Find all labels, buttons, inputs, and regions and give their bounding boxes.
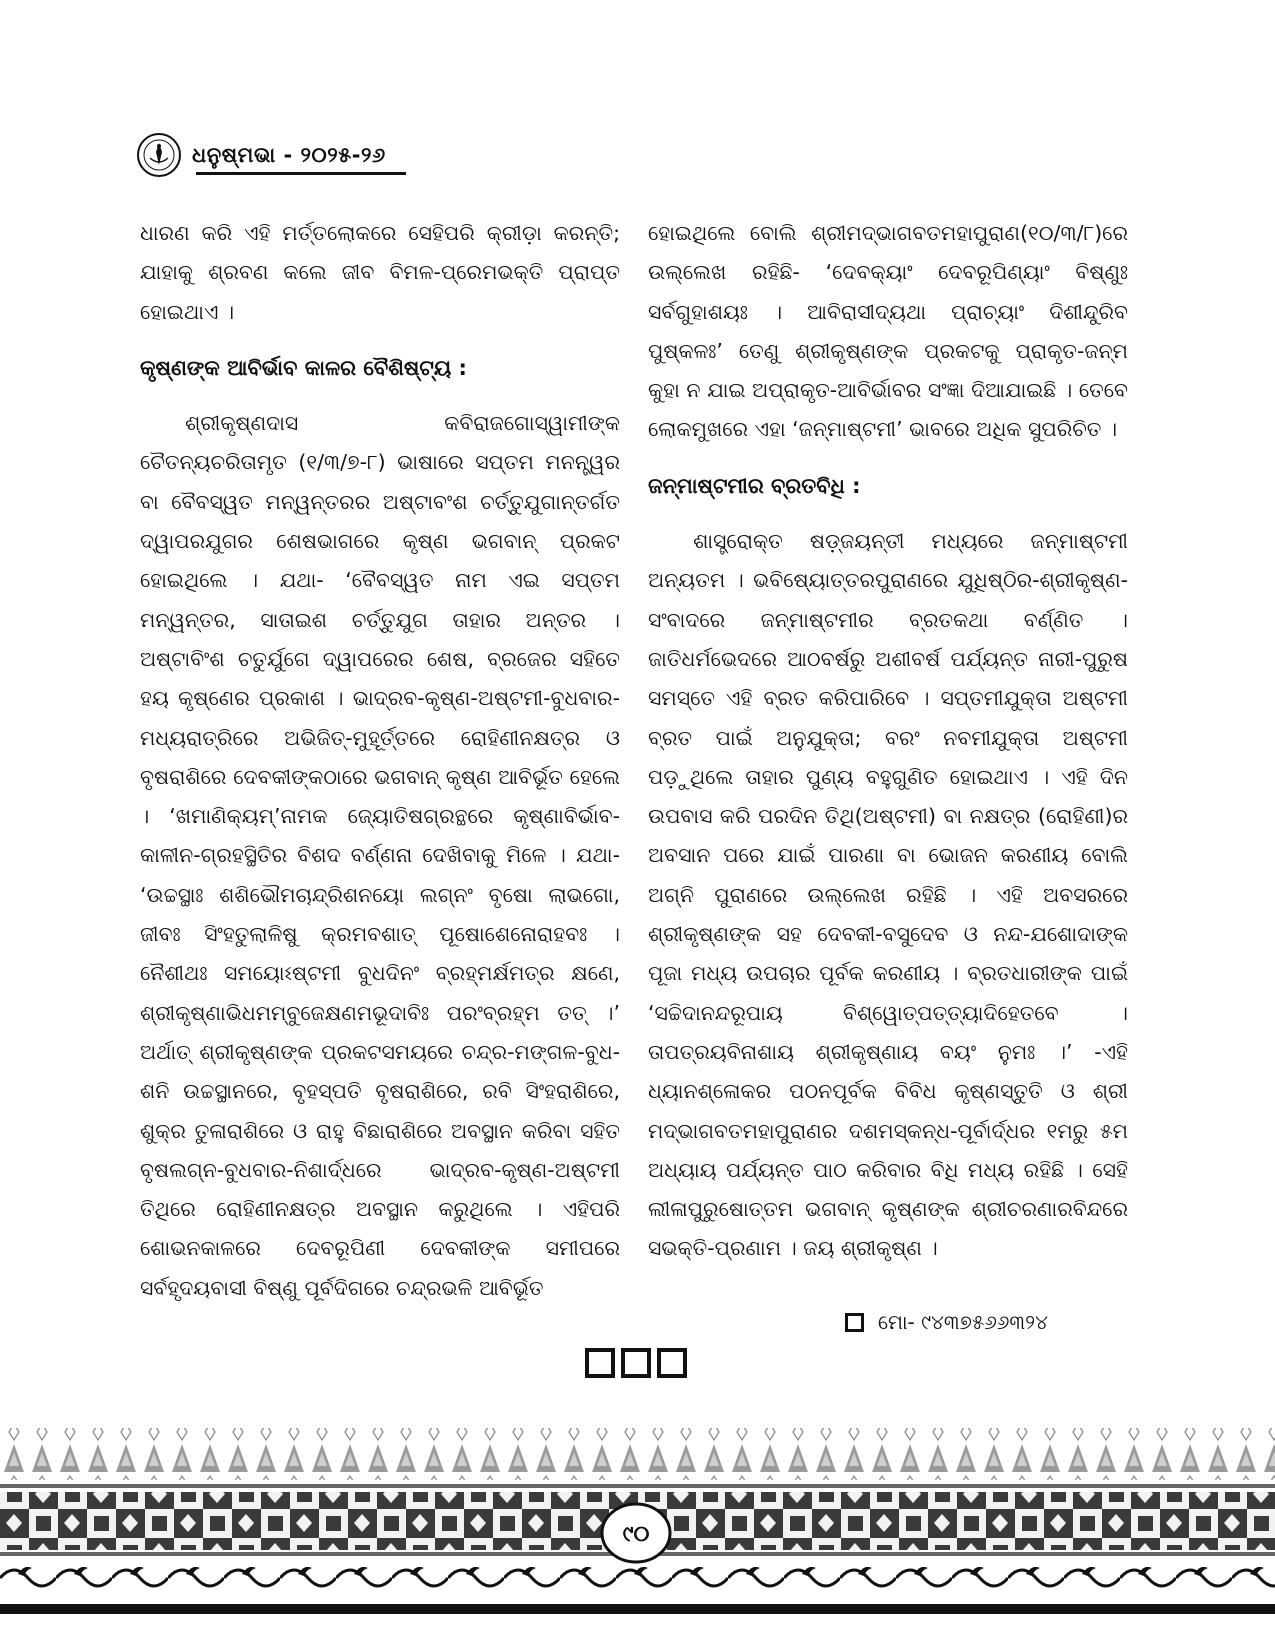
left-column [140, 214, 620, 1308]
page-header-title: ଧନୁଷ୍ମଭା - ୨୦୨୫-୨୬ [192, 142, 386, 167]
square-end-mark-icon [585, 1348, 615, 1378]
header-underline [196, 172, 406, 175]
square-end-mark-icon [621, 1348, 651, 1378]
paragraph: ଶ୍ରୀକୃଷ୍ଣଦାସ କବିରାଜଗୋସ୍ୱାମୀଙ୍କ ଚୈତନ୍ୟଚରିତାମୃତ (୧/୩/୭-୮) ଭାଷାରେ ସପ୍ତମ ମନନ୍ତ୍ୱର ବା ବୈବସ୍ୱତ ମନ୍ୱନ୍ତରର ଅଷ୍ଟାବଂଶ ଚର୍ତ୍ତୁଯୁଗାନ୍ତର୍ଗତ ଦ୍ୱାପରଯୁଗର ଶେଷଭାଗରେ କୃଷ୍ଣ ଭଗବାନ୍ ପ୍ରକଟ ହୋଇଥିଲେ । ଯଥା- ‘ବୈବସ୍ୱତ ନାମ ଏଇ ସପ୍ତମ ମନ୍ୱନ୍ତର, ସାତାଇଶ ଚର୍ତ୍ତୁଯୁଗ ତାହାର ଅନ୍ତର । ଅଷ୍ଟାବିଂଶ ଚତୁର୍ଯୁଗେ ଦ୍ୱାପରେର ଶେଷ, ବ୍ରଜେର ସହିତେ ହୟ କୃଷ୍ଣେର ପ୍ରକାଶ । ଭାଦ୍ରବ-କୃଷ୍ଣ-ଅଷ୍ଟମୀ-ବୁଧବାର-ମଧ୍ୟରାତ୍ରିରେ ଅଭିଜିତ୍-ମୁହୂର୍ତ୍ତରେ ରୋହିଣୀନକ୍ଷତ୍ର ଓ ବୃଷରାଶିରେ ଦେବକୀଙ୍କଠାରେ ଭଗବାନ୍ କୃଷ୍ଣ ଆବିର୍ଭୂତ ହେଲେ । ‘ଖମାଣିକ୍ୟମ୍’ନାମକ ଜ୍ୟୋତିଷଗ୍ରନ୍ଥରେ କୃଷ୍ଣାବିର୍ଭାବ-କାଳୀନ-ଗ୍ରହସ୍ଥିତିର ବିଶଦ ବର୍ଣ୍ଣନା ଦେଖିବାକୁ ମିଳେ । ଯଥା- ‘ଉଚ୍ଚସ୍ଥାଃ ଶଶିଭୌମଚାନ୍ଦ୍ରିଶନୟୋ ଲଗ୍ନଂ ବୃଷୋ ଲାଭଗୋ, ଜୀବଃ ସିଂହତୁଲାଳିଷୁ କ୍ରମବଶାତ୍ ପୂଷୋଶେନୋରାହବଃ । ନୈଶୀଥଃ ସମୟୋଽଷ୍ଟମୀ ବୁଧଦିନଂ ବ୍ରହ୍ମର୍କ୍ଷମତ୍ର କ୍ଷଣେ, ଶ୍ରୀକୃଷ୍ଣାଭିଧମମ୍ବୁଜେକ୍ଷଣମଭୂଦାବିଃ ପରଂବ୍ରହ୍ମ ତତ୍ ।’ ଅର୍ଥାତ୍ ଶ୍ରୀକୃଷ୍ଣଙ୍କ ପ୍ରକଟସମୟରେ ଚନ୍ଦ୍ର-ମଙ୍ଗଳ-ବୁଧ-ଶନି ଉଚ୍ଚସ୍ଥାନରେ, ବୃହସ୍ପତି ବୃଷରାଶିରେ, ରବି ସିଂହରାଶିରେ, ଶୁକ୍ର ତୁଳାରାଶିରେ ଓ ରାହୁ ବିଛାରାଶିରେ ଅବସ୍ଥାନ କରିବା ସହିତ ବୃଷଲଗ୍ନ-ବୁଧବାର-ନିଶାର୍ଦ୍ଧରେ ଭାଦ୍ରବ-କୃଷ୍ଣ-ଅଷ୍ଟମୀ ତିଥିରେ ରୋହିଣୀନକ୍ଷତ୍ର ଅବସ୍ଥାନ କରୁଥିଲେ । ଏହିପରି ଶୋଭନକାଳରେ ଦେବରୂପିଣୀ ଦେବକୀଙ୍କ ସମୀପରେ ସର୍ବହୃଦୟବାସୀ ବିଷ୍ଣୁ ପୂର୍ବଦିଗରେ ଚନ୍ଦ୍ରଭଳି ଆବିର୍ଭୂତ [140, 411, 620, 1300]
square-bullet-icon [845, 1313, 864, 1332]
right-column [648, 214, 1128, 1269]
paragraph: ହୋଇଥିଲେ ବୋଲି ଶ୍ରୀମଦ୍ଭାଗବତମହାପୁରାଣ(୧୦/୩/୮)ରେ ଉଲ୍ଲେଖ ରହିଛି- ‘ଦେବକ୍ୟାଂ ଦେବରୂପିଣ୍ୟାଂ ବିଷ୍ଣୁଃ ସର୍ବଗୁହାଶୟଃ । ଆବିରାସୀଦ୍ୟଥା ପ୍ରାଚ୍ୟାଂ ଦିଶୀନ୍ଦୁରିବ ପୁଷ୍କଳଃ’ ତେଣୁ ଶ୍ରୀକୃଷ୍ଣଙ୍କ ପ୍ରକଟକୁ ପ୍ରାକୃତ-ଜନ୍ମ କୁହା ନ ଯାଇ ଅପ୍ରାକୃତ-ଆବିର୍ଭାବର ସଂଜ୍ଞା ଦିଆଯାଇଛି । ତେବେ ଲୋକମୁଖରେ ଏହା ‘ଜନ୍ମାଷ୍ଟମୀ’ ଭାବରେ ଅଧିକ ସୁପରିଚିତ । [648, 221, 1128, 442]
emblem-seal-icon [136, 132, 182, 178]
square-end-mark-icon [657, 1348, 687, 1378]
section-heading: କୃଷ୍ଣଙ୍କ ଆବିର୍ଭାବ କାଳର ବୈଶିଷ୍ଟ୍ୟ : [140, 355, 467, 380]
page-number: ୯୦ [622, 1521, 650, 1547]
section-heading: ଜନ୍ମାଷ୍ଟମୀର ବ୍ରତବିଧି : [648, 473, 861, 498]
paragraph: ଧାରଣ କରି ଏହି ମର୍ତ୍ତଲୋକରେ ସେହିପରି କ୍ରୀଡ଼ା କରନ୍ତି; ଯାହାକୁ ଶ୍ରବଣ କଲେ ଜୀବ ବିମଳ-ପ୍ରେମଭକ୍ତି ପ୍ରାପ୍ତ ହୋଇଥାଏ । [140, 221, 620, 324]
author-contact [845, 1310, 1048, 1334]
paragraph: ଶାସ୍ତ୍ରୋକ୍ତ ଷଡ଼୍ଜୟନ୍ତୀ ମଧ୍ୟରେ ଜନ୍ମାଷ୍ଟମୀ ଅନ୍ୟତମ । ଭବିଷ୍ୟୋତ୍ତରପୁରାଣରେ ଯୁଧିଷ୍ଠିର-ଶ୍ରୀକୃଷ୍ଣ-ସଂବାଦରେ ଜନ୍ମାଷ୍ଟମୀର ବ୍ରତକଥା ବର୍ଣ୍ଣିତ । ଜାତିଧର୍ମଭେଦରେ ଆଠବର୍ଷରୁ ଅଶୀବର୍ଷ ପର୍ଯ୍ୟନ୍ତ ନାରୀ-ପୁରୁଷ ସମସ୍ତେ ଏହି ବ୍ରତ କରିପାରିବେ । ସପ୍ତମୀଯୁକ୍ତା ଅଷ୍ଟମୀ ବ୍ରତ ପାଇଁ ଅନୁଯୁକ୍ତା; ବରଂ ନବମୀଯୁକ୍ତା ଅଷ୍ଟମୀ ପଡ଼ୁଥିଲେ ତାହାର ପୁଣ୍ୟ ବହୁଗୁଣିତ ହୋଇଥାଏ । ଏହି ଦିନ ଉପବାସ କରି ପରଦିନ ତିଥି(ଅଷ୍ଟମୀ) ବା ନକ୍ଷତ୍ର (ରୋହିଣୀ)ର ଅବସାନ ପରେ ଯାଇଁ ପାରଣା ବା ଭୋଜନ କରଣୀୟ ବୋଲି ଅଗ୍ନି ପୁରାଣରେ ଉଲ୍ଲେଖ ରହିଛି । ଏହି ଅବସରରେ ଶ୍ରୀକୃଷ୍ଣଙ୍କ ସହ ଦେବକୀ-ବସୁଦେବ ଓ ନନ୍ଦ-ଯଶୋଦାଙ୍କ ପୂଜା ମଧ୍ୟ ଉପଚାର ପୂର୍ବକ କରଣୀୟ । ବ୍ରତଧାରୀଙ୍କ ପାଇଁ ‘ସଚ୍ଚିଦାନନ୍ଦରୂପାୟ ବିଶ୍ୱୋତ୍ପତ୍ତ୍ୟାଦିହେତବେ । ତାପତ୍ରୟବିନାଶାୟ ଶ୍ରୀକୃଷ୍ଣାୟ ବୟଂ ନୁମଃ ।’ -ଏହି ଧ୍ୟାନଶ୍ଳୋକର ପଠନପୂର୍ବକ ବିବିଧ କୃଷ୍ଣସ୍ତୁତି ଓ ଶ୍ରୀ ମଦ୍ଭାଗବତମହାପୁରାଣର ଦଶମସ୍କନ୍ଧ-ପୂର୍ବାର୍ଦ୍ଧର ୧ମରୁ ୫ମ ଅଧ୍ୟାୟ ପର୍ଯ୍ୟନ୍ତ ପାଠ କରିବାର ବିଧି ମଧ୍ୟ ରହିଛି । ସେହି ଲୀଳାପୁରୁଷୋତ୍ତମ ଭଗବାନ୍ କୃଷ୍ଣଙ୍କ ଶ୍ରୀଚରଣାରବିନ୍ଦରେ ସଭକ୍ତି-ପ୍ରଣାମ । ଜୟ ଶ୍ରୀକୃଷ୍ଣ । [648, 529, 1128, 1261]
phone-number: ମୋ- ୯୪୩୭୫୬୬୩୨୪ [878, 1310, 1048, 1334]
end-of-article-marker [585, 1348, 687, 1378]
